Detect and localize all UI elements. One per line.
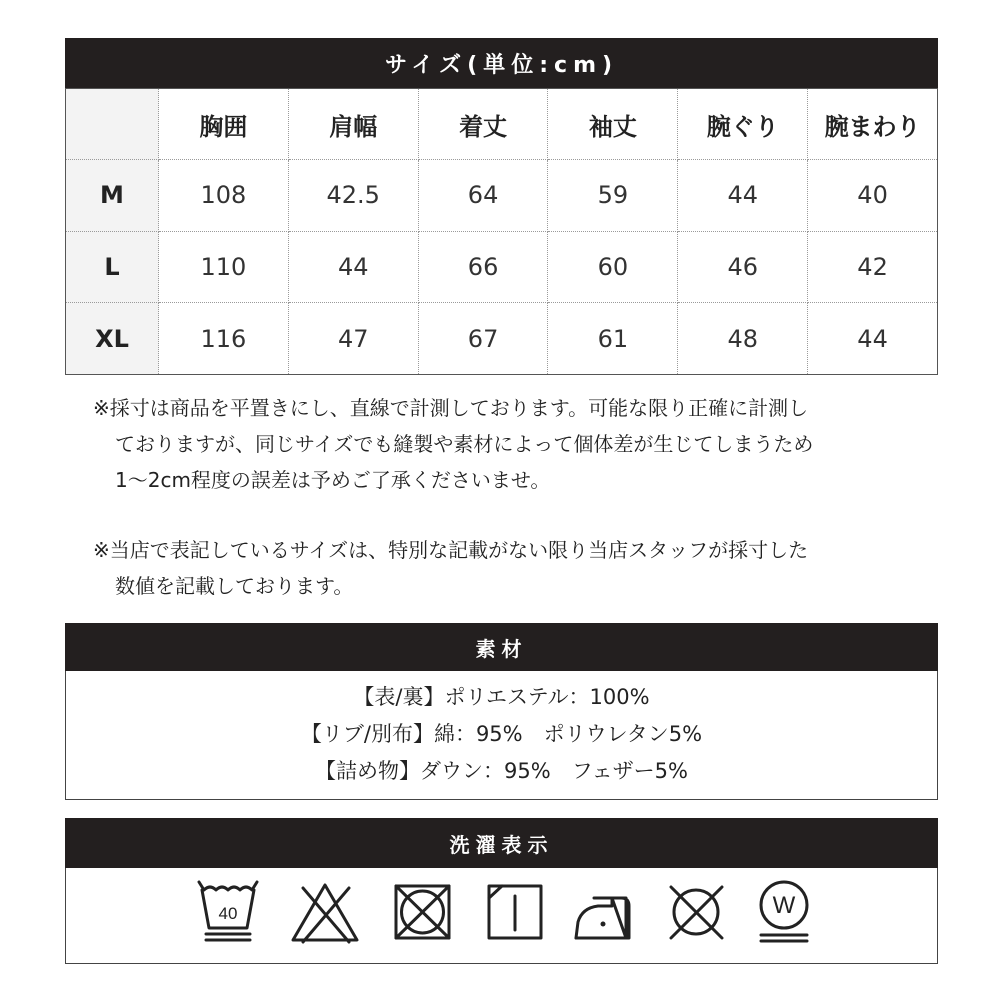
row-header-size: XL — [66, 303, 159, 375]
table-cell: 66 — [418, 231, 548, 303]
table-cell: 44 — [288, 231, 418, 303]
table-cell: 42.5 — [288, 160, 418, 232]
no-bleach-icon — [293, 885, 357, 942]
wash-temperature-label: 40 — [218, 904, 238, 923]
wash-tub-40-icon — [199, 882, 257, 940]
wet-clean-icon — [761, 882, 807, 941]
no-dry-clean-icon — [671, 887, 722, 938]
measurement-note — [93, 390, 913, 498]
note-line: 1～2cm程度の誤差は予めご了承くださいませ。 — [115, 468, 551, 492]
washing-box — [65, 868, 938, 964]
wet-clean-label: W — [772, 892, 796, 919]
no-tumble-dry-icon — [396, 886, 449, 938]
table-cell: 60 — [548, 231, 678, 303]
table-cell: 67 — [418, 303, 548, 375]
material-title: 素材 — [65, 623, 938, 671]
material-line: 【リブ/別布】綿：95% ポリウレタン5% — [300, 722, 703, 746]
table-cell: 108 — [159, 160, 289, 232]
header-corner — [66, 89, 159, 160]
column-header: 袖丈 — [548, 89, 678, 160]
table-cell: 47 — [288, 303, 418, 375]
material-line: 【表/裏】ポリエステル：100% — [353, 685, 650, 709]
table-cell: 48 — [678, 303, 808, 375]
drip-dry-icon — [489, 886, 541, 938]
size-table — [65, 88, 938, 375]
size-label-note — [93, 532, 913, 604]
note-line: ※採寸は商品を平置きにし、直線で計測しております。可能な限り正確に計測し — [93, 396, 809, 420]
table-cell: 61 — [548, 303, 678, 375]
table-cell: 42 — [808, 231, 938, 303]
size-table-title: サイズ(単位:cm) — [65, 38, 938, 88]
material-box — [65, 671, 938, 800]
note-line: 数値を記載しております。 — [115, 574, 354, 598]
row-header-size: M — [66, 160, 159, 232]
column-header: 胸囲 — [159, 89, 289, 160]
table-cell: 64 — [418, 160, 548, 232]
table-cell: 110 — [159, 231, 289, 303]
column-header: 肩幅 — [288, 89, 418, 160]
washing-title: 洗濯表示 — [65, 818, 938, 868]
table-cell: 59 — [548, 160, 678, 232]
note-line: ておりますが、同じサイズでも縫製や素材によって個体差が生じてしまうため — [115, 432, 814, 456]
table-cell: 40 — [808, 160, 938, 232]
iron-low-icon — [576, 898, 629, 938]
size-table-header-row — [66, 89, 938, 160]
column-header: 腕まわり — [808, 89, 938, 160]
note-line: ※当店で表記しているサイズは、特別な記載がない限り当店スタッフが採寸した — [93, 538, 809, 562]
table-cell: 44 — [808, 303, 938, 375]
table-row — [66, 160, 938, 232]
column-header: 腕ぐり — [678, 89, 808, 160]
table-row — [66, 303, 938, 375]
table-cell: 116 — [159, 303, 289, 375]
column-header: 着丈 — [418, 89, 548, 160]
material-line: 【詰め物】ダウン：95% フェザー5% — [315, 759, 688, 783]
table-cell: 44 — [678, 160, 808, 232]
table-row — [66, 231, 938, 303]
row-header-size: L — [66, 231, 159, 303]
table-cell: 46 — [678, 231, 808, 303]
